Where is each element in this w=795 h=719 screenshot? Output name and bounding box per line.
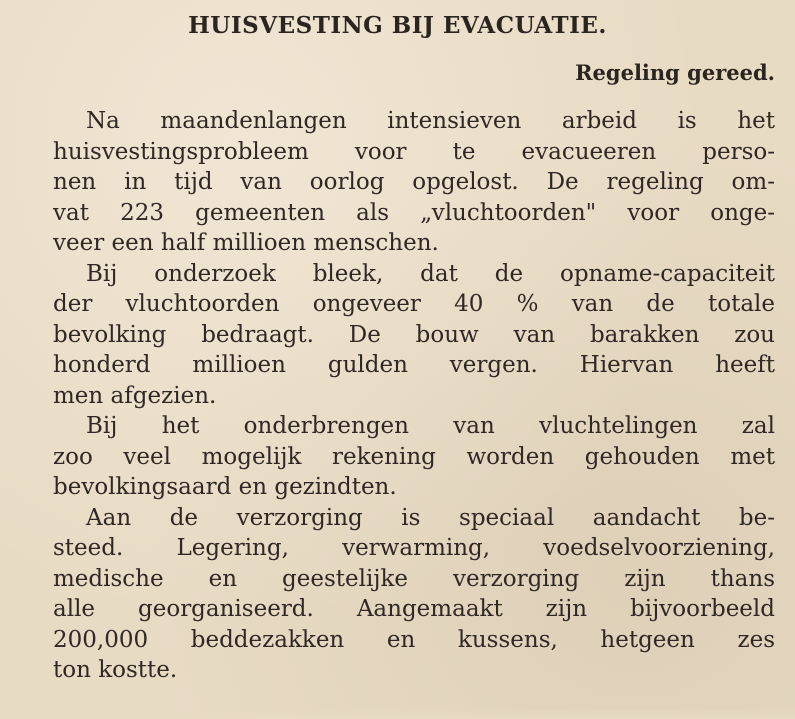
text-line: bevolking bedraagt. De bouw van barakken zou: [53, 321, 775, 348]
text-line: vat 223 gemeenten als „vluchtoorden" voor onge-: [53, 199, 775, 226]
text-line: men afgezien.: [53, 382, 217, 409]
text-line: Bij het onderbrengen van vluchtelingen zal: [86, 413, 775, 439]
text-line: Na maandenlangen intensieven arbeid is het: [86, 108, 775, 134]
page-edge: [0, 709, 795, 719]
article-body: [53, 106, 775, 686]
text-line: ton kostte.: [53, 657, 178, 683]
text-line: medische en geestelijke verzorging zijn thans: [53, 565, 775, 592]
text-line: alle georganiseerd. Aangemaakt zijn bijvoorbeeld: [53, 596, 775, 622]
text-line: Bij onderzoek bleek, dat de opname-capaciteit: [86, 260, 775, 287]
text-line: zoo veel mogelijk rekening worden gehouden met: [53, 443, 775, 470]
text-line: der vluchtoorden ongeveer 40 % van de totale: [53, 291, 775, 317]
text-line: huisvestingsprobleem voor te evacueeren perso-: [53, 138, 775, 165]
text-line: nen in tijd van oorlog opgelost. De regeling om-: [53, 169, 775, 195]
text-line: steed. Legering, verwarming, voedselvoorziening,: [53, 535, 775, 561]
subheadline: Regeling gereed.: [575, 60, 775, 85]
text-line: honderd millioen gulden vergen. Hiervan heeft: [53, 352, 775, 378]
text-line: veer een half millioen menschen.: [53, 230, 439, 256]
headline: HUISVESTING BIJ EVACUATIE.: [188, 12, 607, 39]
text-line: 200,000 beddezakken en kussens, hetgeen zes: [53, 626, 775, 653]
text-line: bevolkingsaard en gezindten.: [53, 474, 397, 500]
text-line: Aan de verzorging is speciaal aandacht be-: [86, 504, 775, 531]
